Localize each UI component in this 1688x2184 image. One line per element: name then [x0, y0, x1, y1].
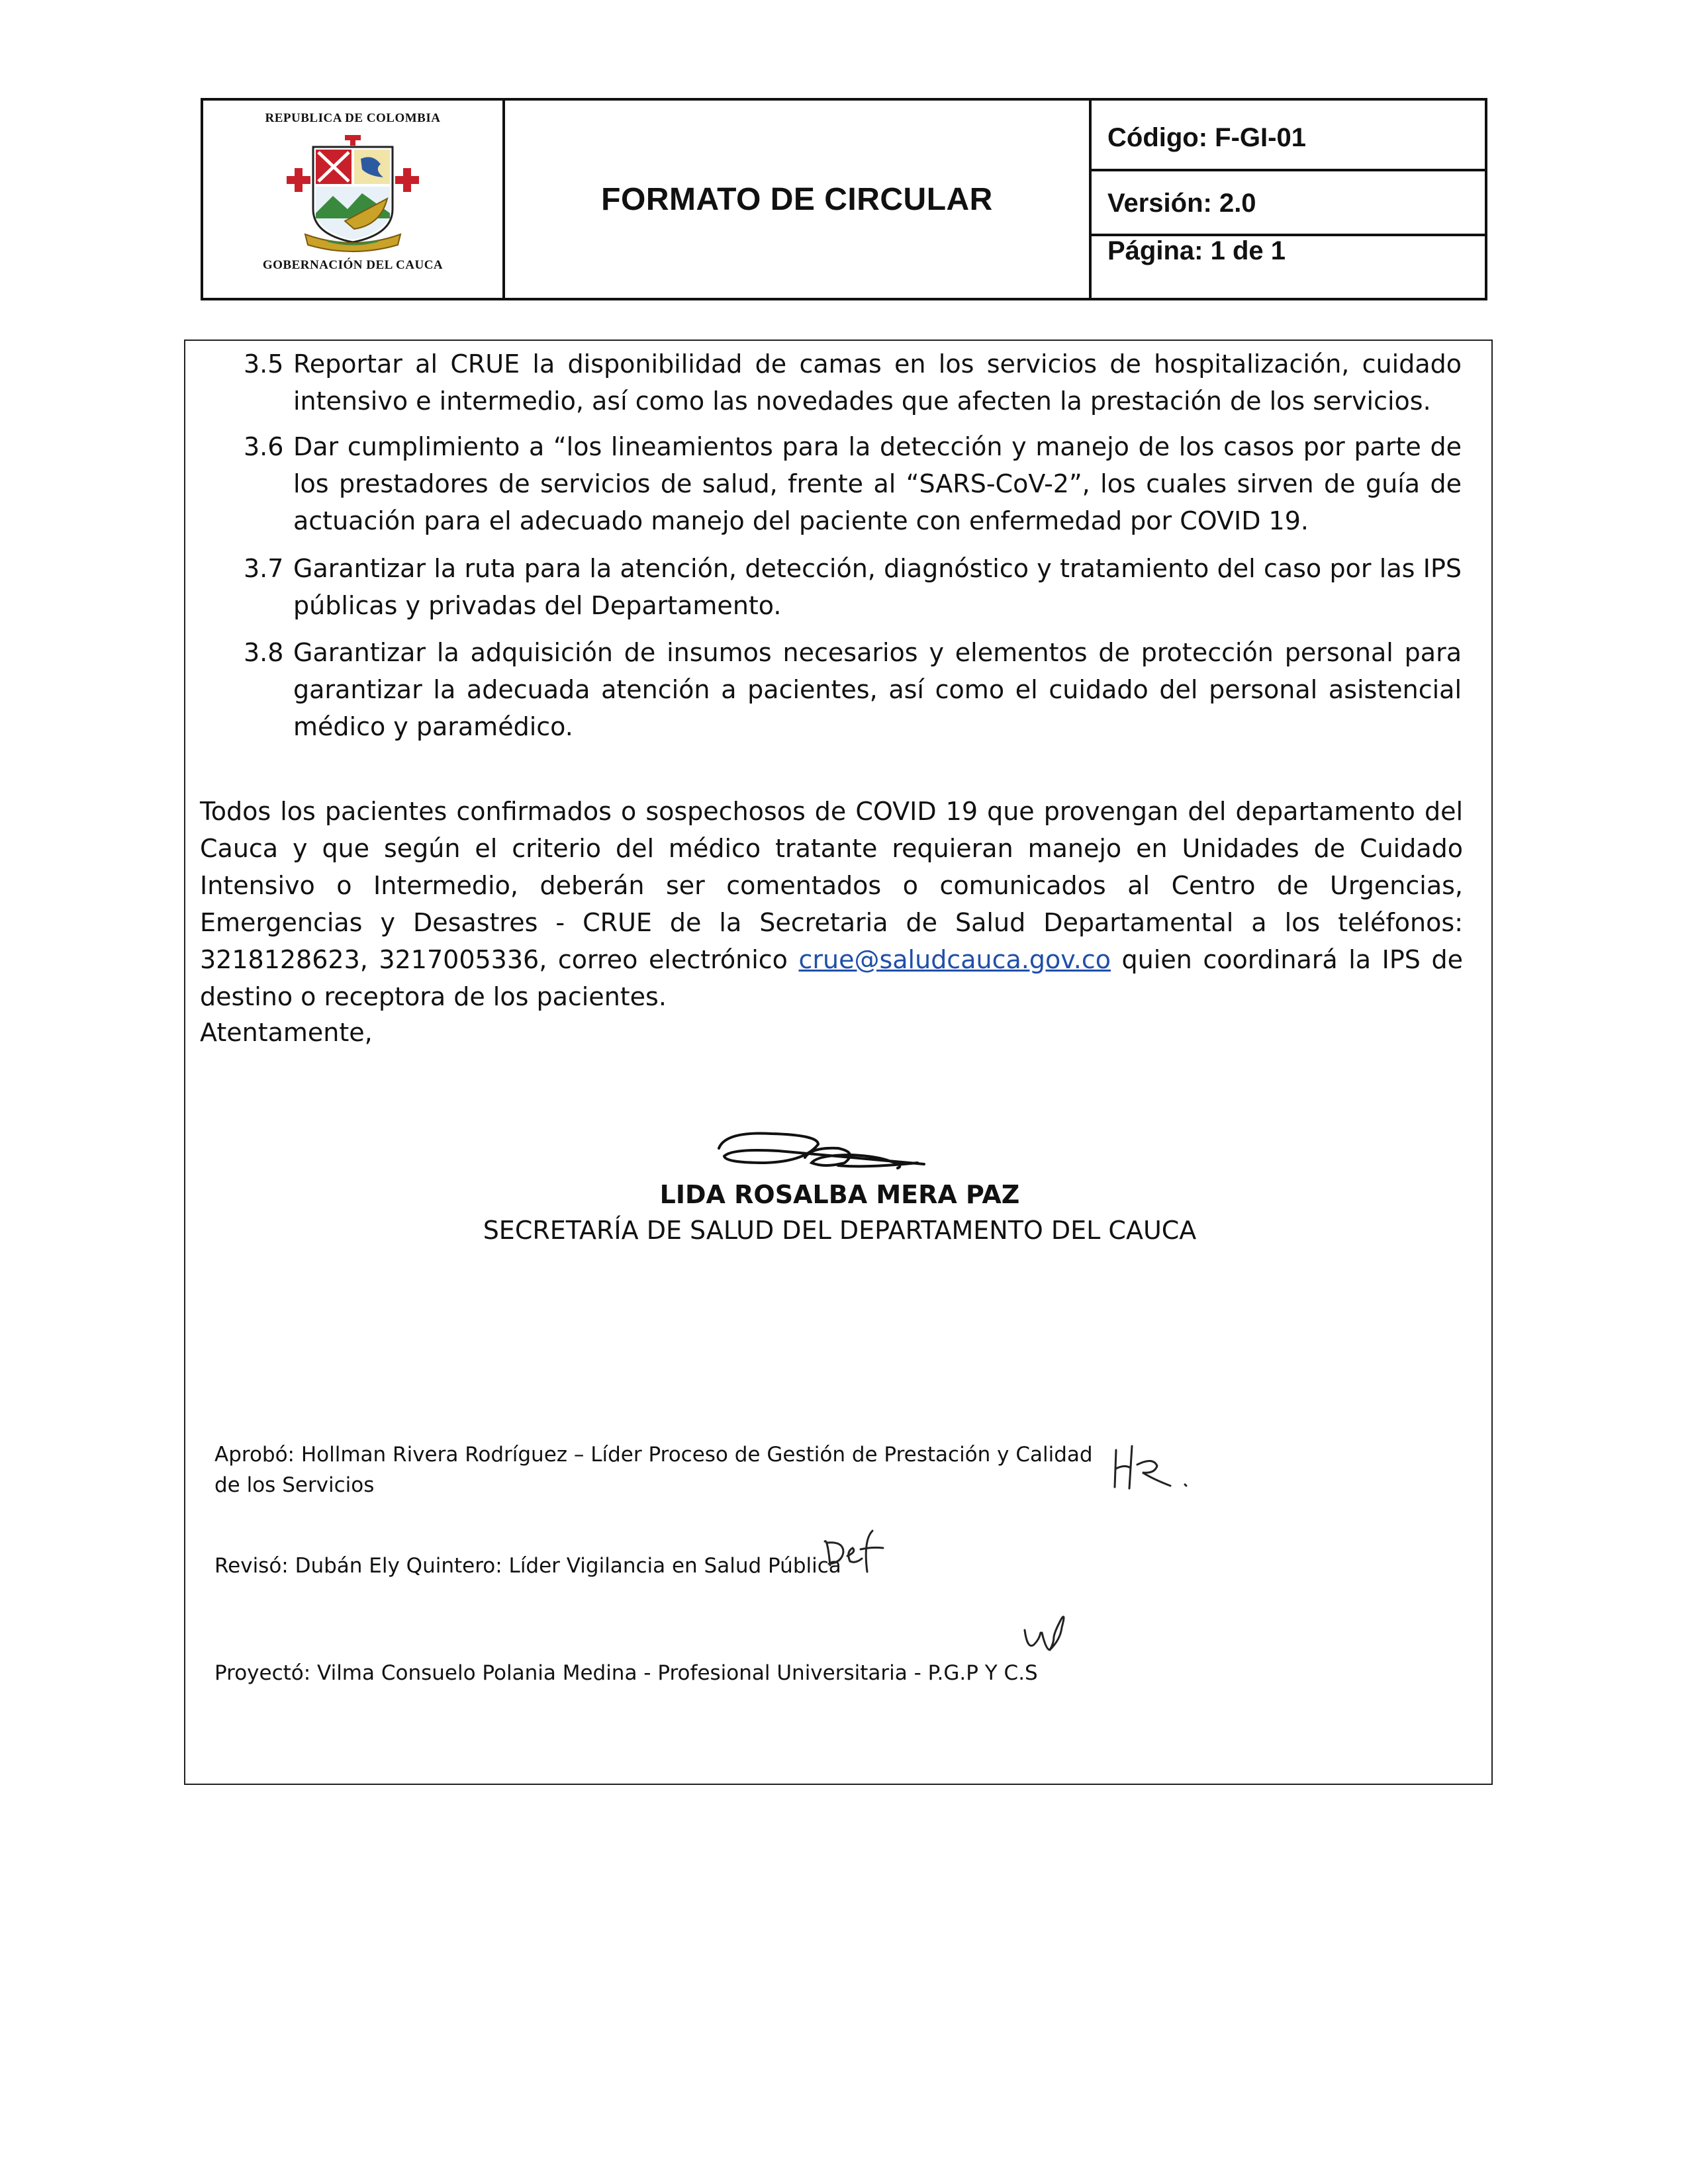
approved-by: Aprobó: Hollman Rivera Rodríguez – Líder Proceso de Gestión de Prestación y Calidad de los Servicios	[214, 1443, 1093, 1497]
initials-def-signature	[821, 1525, 887, 1578]
logo-top-text: REPUBLICA DE COLOMBIA	[265, 111, 441, 125]
list-item	[244, 634, 1462, 745]
paragraph-text: Todos los pacientes confirmados o sospechosos de COVID 19 que provengan del departamento del Cauca y que según el criterio del médico tratante requieran manejo en Unidades de Cuidado Intensivo o Intermedio, deberán ser comentados o comunicados al Centro de Urgencias, Emergencias y Desastres - CRUE de la Secretaria de Salud Departamental a los teléfonos: 3218128623, 3217005336, correo electrónico	[200, 797, 1463, 974]
paragraph-text-end: quien coordinará la IPS de destino o receptora de los pacientes.	[200, 945, 1464, 1011]
logo-cell	[203, 101, 505, 298]
list-item	[244, 428, 1462, 539]
version-field: Versión: 2.0	[1092, 171, 1485, 236]
signatory-role: SECRETARÍA DE SALUD DEL DEPARTAMENTO DEL CAUCA	[483, 1216, 1197, 1245]
item-number: 3.6	[244, 432, 284, 461]
meta-cell	[1092, 101, 1485, 298]
initials-hr-signature	[1111, 1441, 1203, 1494]
initials-vp-signature	[1019, 1610, 1079, 1663]
document-title: FORMATO DE CIRCULAR	[601, 181, 993, 217]
closing-text: Atentamente,	[200, 1018, 373, 1047]
item-number: 3.5	[244, 349, 284, 379]
reviewed-by: Revisó: Dubán Ely Quintero: Líder Vigilancia en Salud Pública	[214, 1554, 841, 1578]
logo-bottom-text: GOBERNACIÓN DEL CAUCA	[262, 258, 444, 272]
item-text: Dar cumplimiento a “los lineamientos para la detección y manejo de los casos por parte de los prestadores de servicios de salud, frente al “SARS-CoV-2”, los cuales sirven de guía de actuación para el adecuado manejo del paciente con enfermedad por COVID 19.	[293, 432, 1462, 535]
handwritten-signature	[706, 1122, 977, 1181]
signatory-name: LIDA ROSALBA MERA PAZ	[659, 1180, 1020, 1209]
list-item	[244, 550, 1462, 624]
email-link[interactable]: crue@saludcauca.gov.co	[798, 945, 1111, 974]
pagina-field: Página: 1 de 1	[1107, 236, 1286, 265]
list-item	[244, 345, 1462, 420]
item-text: Reportar al CRUE la disponibilidad de camas en los servicios de hospitalización, cuidado intensivo e intermedio, así como las novedades que afecten la prestación de los servicios.	[293, 349, 1462, 416]
item-number: 3.8	[244, 638, 284, 667]
title-cell	[505, 101, 1092, 298]
codigo-field: Código: F-GI-01	[1092, 101, 1485, 171]
document-header	[201, 98, 1487, 300]
main-paragraph	[200, 793, 1463, 1015]
item-text: Garantizar la ruta para la atención, detección, diagnóstico y tratamiento del caso por las IPS públicas y privadas del Departamento.	[293, 554, 1462, 620]
document-body	[184, 340, 1493, 1785]
item-number: 3.7	[244, 554, 284, 583]
projected-by: Proyectó: Vilma Consuelo Polania Medina - Profesional Universitaria - P.G.P Y C.S	[214, 1661, 1038, 1685]
item-text: Garantizar la adquisición de insumos necesarios y elementos de protección personal para garantizar la adecuada atención a pacientes, así como el cuidado del personal asistencial médico y paramédico.	[293, 638, 1462, 741]
coat-of-arms-icon	[281, 135, 424, 254]
